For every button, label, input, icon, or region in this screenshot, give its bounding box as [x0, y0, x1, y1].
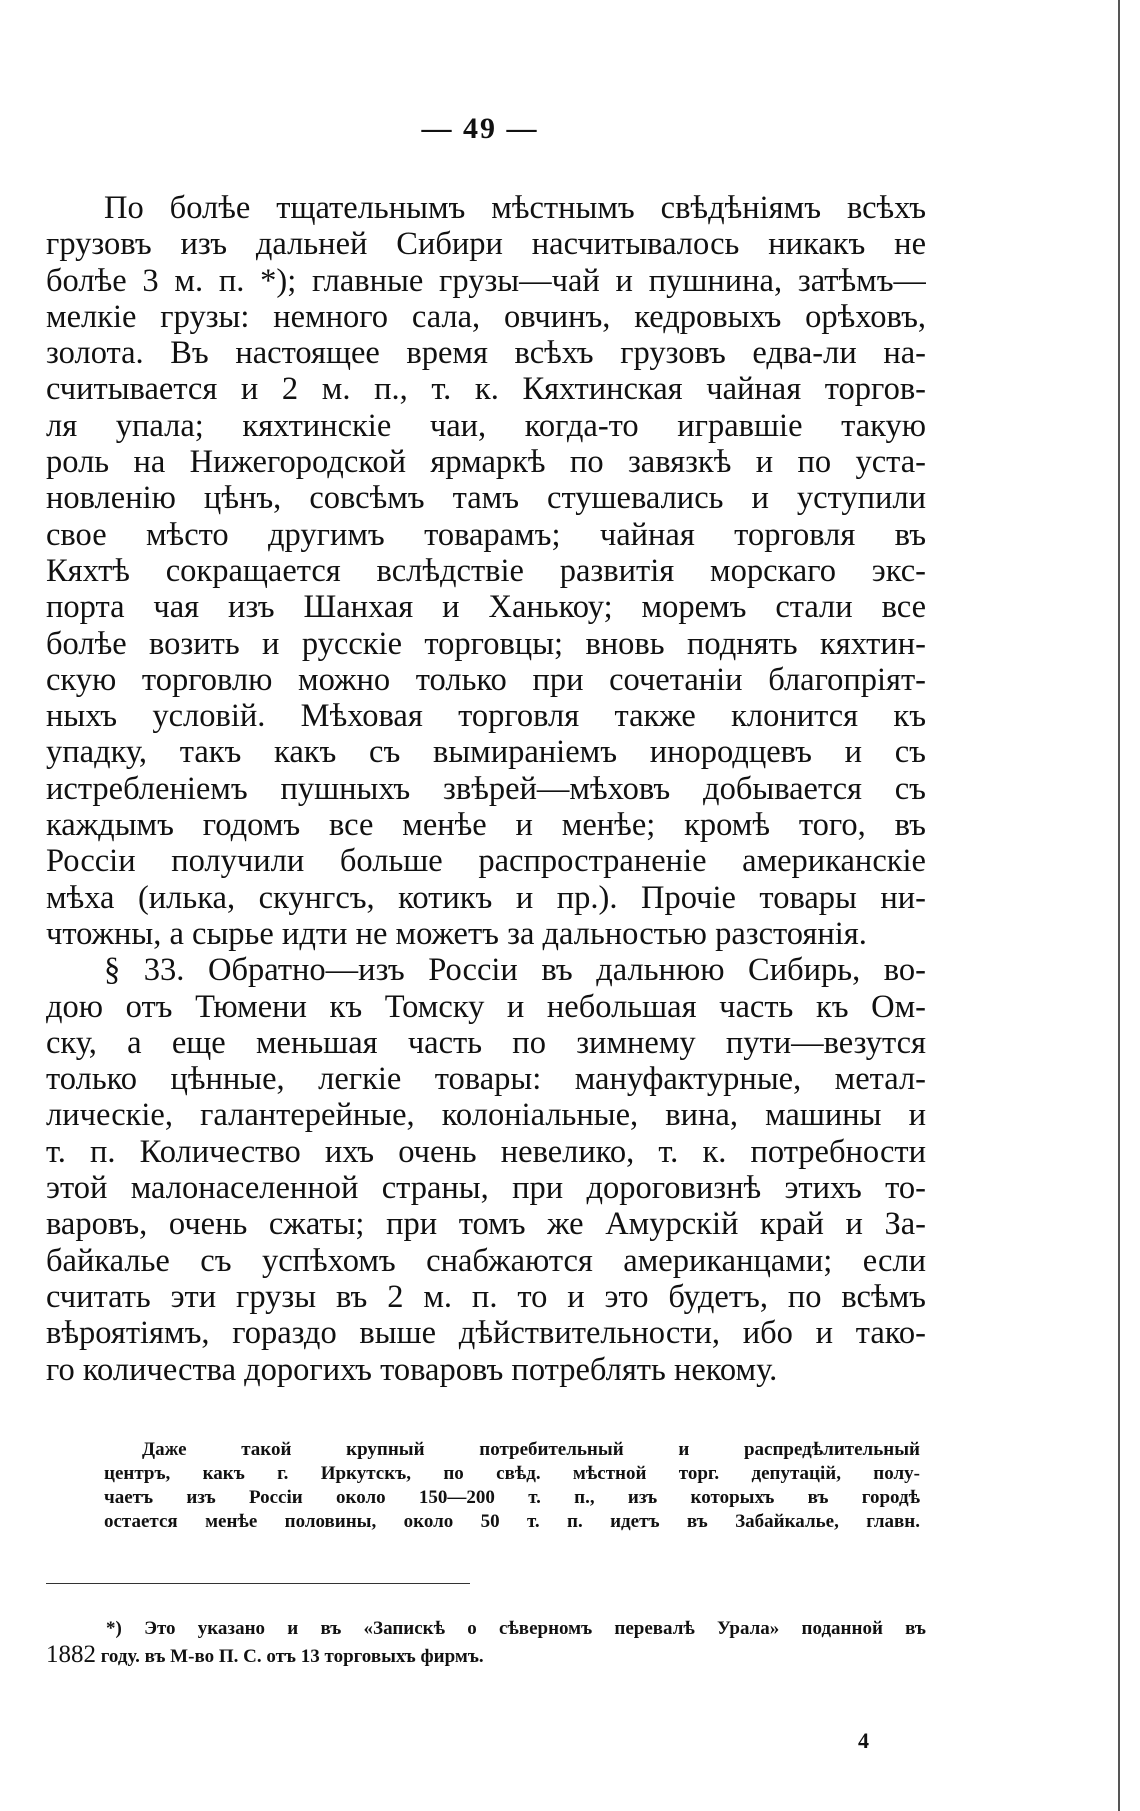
footnote: [46, 1616, 926, 1670]
signature-mark: 4: [858, 1728, 869, 1753]
text-line: чаетъ изъ Россіи около 150—200 т. п., изъ которыхъ въ городѣ: [104, 1487, 920, 1508]
note-text: [104, 1438, 920, 1534]
text-line: скую торговлю можно только при сочетаніи благопріят-: [46, 661, 926, 698]
text-line: считать эти грузы въ 2 м. п. то и это будетъ, по всѣмъ: [46, 1278, 926, 1315]
footnote-rule: [46, 1583, 470, 1584]
text-line: этой малонаселенной страны, при дороговизнѣ этихъ то-: [46, 1170, 926, 1207]
text-line: го количества дорогихъ товаровъ потреблять некому.: [46, 1351, 778, 1388]
page-number: — 49 —: [421, 112, 539, 145]
text-line: ску, а еще меньшая часть по зимнему пути—везутся: [46, 1024, 926, 1061]
text-line: центръ, какъ г. Иркутскъ, по свѣд. мѣстной торг. депутацій, полу-: [104, 1463, 920, 1484]
text-line: Кяхтѣ сокращается вслѣдствіе развитія морскаго экс-: [46, 552, 926, 589]
text-line: лическіе, галантерейные, колоніальные, вина, машины и: [46, 1097, 926, 1134]
text-line: ныхъ условій. Мѣховая торговля также клонится къ: [46, 698, 926, 735]
text-line: упадку, такъ какъ съ вымираніемъ инородцевъ и съ: [46, 734, 926, 771]
main-text: [46, 190, 926, 1388]
text-line: золота. Въ настоящее время всѣхъ грузовъ едва-ли на-: [46, 335, 926, 372]
text-line: мѣха (илька, скунгсъ, котикъ и пр.). Прочіе товары ни-: [46, 879, 926, 916]
text-line: только цѣнные, легкіе товары: мануфактурные, метал-: [46, 1061, 926, 1098]
footnote-year: 1882: [46, 1642, 96, 1668]
footnote-line: *) Это указано и въ «Запискѣ о сѣверномъ перевалѣ Урала» поданной въ: [106, 1618, 926, 1639]
text-line: новленію цѣнъ, совсѣмъ тамъ стушевались и уступили: [46, 480, 926, 517]
text-line: свое мѣсто другимъ товарамъ; чайная торговля въ: [46, 516, 926, 553]
text-line: Россіи получили больше распространеніе американскіе: [46, 843, 926, 880]
text-line: т. п. Количество ихъ очень невелико, т. к. потребности: [46, 1133, 926, 1170]
text-line: грузовъ изъ дальней Сибири насчитывалось никакъ не: [46, 226, 926, 263]
text-line: дою отъ Тюмени къ Томску и небольшая часть къ Ом-: [46, 988, 926, 1025]
footnote-line: 1882 году. въ М-во П. С. отъ 13 торговыхъ фирмъ.: [46, 1642, 484, 1668]
text-line: болѣе возить и русскіе торговцы; вновь поднять кяхтин-: [46, 625, 926, 662]
scan-edge-line: [1118, 0, 1120, 1811]
text-line: По болѣе тщательнымъ мѣстнымъ свѣдѣніямъ всѣхъ: [104, 190, 926, 226]
text-line: Даже такой крупный потребительный и распредѣлительный: [142, 1439, 920, 1460]
text-line: вѣроятіямъ, гораздо выше дѣйствительности, ибо и тако-: [46, 1315, 926, 1352]
text-line: истребленіемъ пушныхъ звѣрей—мѣховъ добывается съ: [46, 770, 926, 807]
text-line: чтожны, а сырье идти не можетъ за дальностью разстоянія.: [46, 915, 867, 952]
text-line: варовъ, очень сжаты; при томъ же Амурскій край и За-: [46, 1206, 926, 1243]
text-line: каждымъ годомъ все менѣе и менѣе; кромѣ того, въ: [46, 807, 926, 844]
text-line: считывается и 2 м. п., т. к. Кяхтинская чайная торгов-: [46, 371, 926, 408]
text-line: роль на Нижегородской ярмаркѣ по завязкѣ и по уста-: [46, 444, 926, 481]
text-line: байкалье съ успѣхомъ снабжаются американцами; если: [46, 1242, 926, 1279]
text-line: остается менѣе половины, около 50 т. п. идетъ въ Забайкалье, главн.: [104, 1511, 920, 1532]
text-line: порта чая изъ Шанхая и Ханькоу; моремъ стали все: [46, 589, 926, 626]
text-line: мелкіе грузы: немного сала, овчинъ, кедровыхъ орѣховъ,: [46, 298, 926, 335]
text-line: болѣе 3 м. п. *); главные грузы—чай и пушнина, затѣмъ—: [46, 262, 926, 299]
text-line: ля упала; кяхтинскіе чаи, когда-то игравшіе такую: [46, 407, 926, 444]
text-line: § 33. Обратно—изъ Россіи въ дальнюю Сибирь, во-: [104, 952, 926, 989]
